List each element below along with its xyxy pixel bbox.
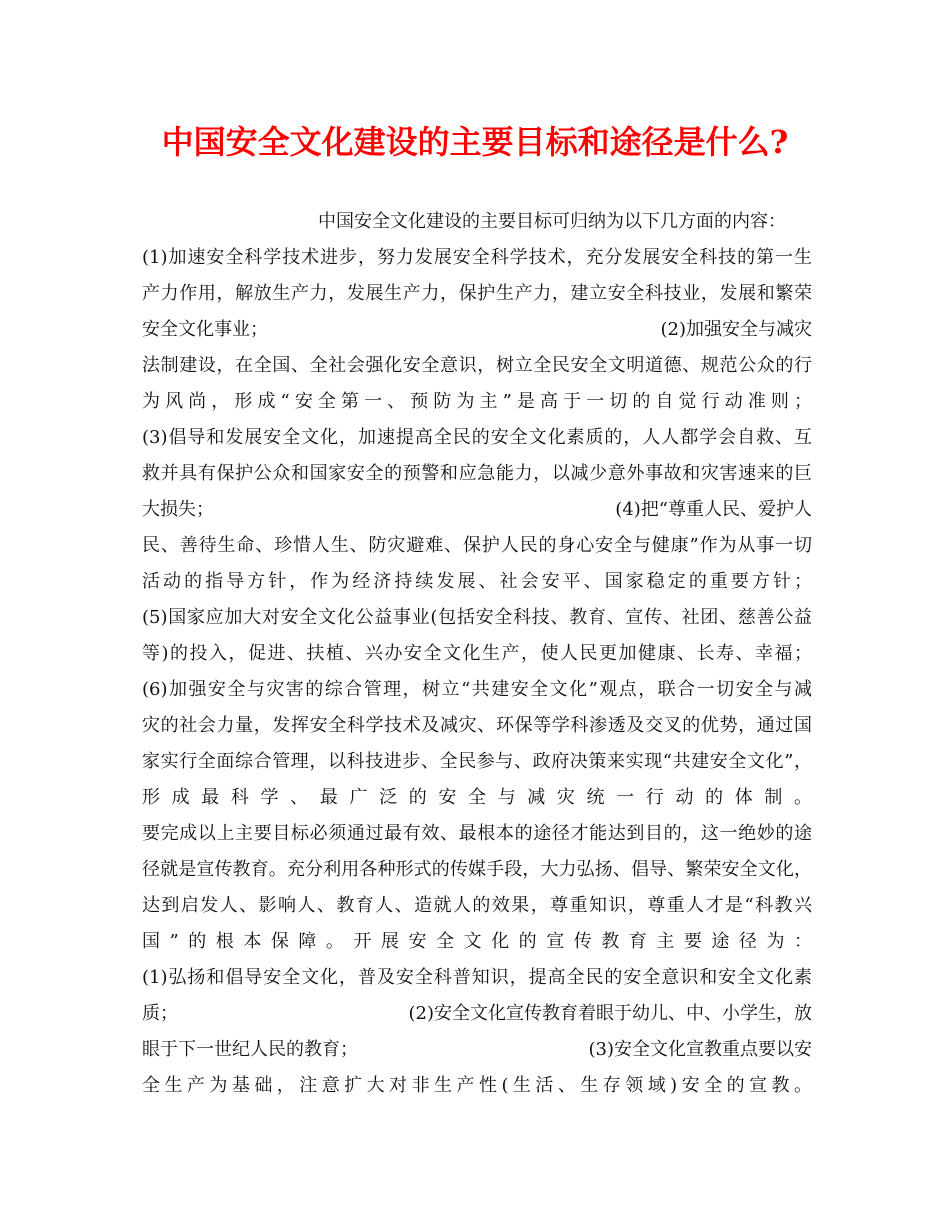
paragraph-line: (6)加强安全与灾害的综合管理，树立“共建安全文化”观点，联合一切安全与减 [142, 679, 812, 700]
paragraph-line: (1)弘扬和倡导安全文化，普及安全科普知识，提高全民的安全意识和安全文化素 [142, 967, 812, 988]
paragraph-line [142, 492, 812, 528]
paragraph-line: 达到启发人、影响人、教育人、造就人的效果，尊重知识，尊重人才是“科教兴 [142, 895, 812, 916]
line-segment: (4)把“尊重人民、爱护人 [615, 499, 812, 520]
paragraph-line: 产力作用，解放生产力，发展生产力，保护生产力，建立安全科技业，发展和繁荣 [142, 283, 812, 304]
page-title: 中国安全文化建设的主要目标和途径是什么? [161, 123, 789, 161]
line-segment: (3)安全文化宣教重点要以安 [588, 1039, 812, 1060]
paragraph-line: 活动的指导方针，作为经济持续发展、社会安平、国家稳定的重要方针； [142, 571, 812, 592]
paragraph-line: 法制建设，在全国、全社会强化安全意识，树立全民安全文明道德、规范公众的行 [142, 355, 812, 376]
line-segment: 质； [142, 1003, 178, 1024]
line-segment: 眼于下一世纪人民的教育； [142, 1039, 358, 1060]
paragraph-line: 民、善待生命、珍惜人生、防灾避难、保护人民的身心安全与健康”作为从事一切 [142, 535, 812, 556]
line-segment: (2)安全文化宣传教育着眼于幼儿、中、小学生，放 [408, 1003, 812, 1024]
paragraph-line: 等)的投入，促进、扶植、兴办安全文化生产，使人民更加健康、长寿、幸福； [142, 643, 812, 664]
paragraph-line [142, 1032, 812, 1068]
paragraph-line: 国”的根本保障。开展安全文化的宣传教育主要途径为： [142, 931, 812, 952]
document-body [142, 204, 812, 1104]
line-segment: 安全文化事业； [142, 319, 268, 340]
paragraph-line: 径就是宣传教育。充分利用各种形式的传媒手段，大力弘扬、倡导、繁荣安全文化， [142, 859, 812, 880]
paragraph-line: 中国安全文化建设的主要目标可归纳为以下几方面的内容： [318, 211, 786, 232]
line-segment: (2)加强安全与减灾 [660, 319, 812, 340]
line-segment: 大损失； [142, 499, 214, 520]
paragraph-line: 救并具有保护公众和国家安全的预警和应急能力，以减少意外事故和灾害速来的巨 [142, 463, 812, 484]
paragraph-line [142, 312, 812, 348]
paragraph-line: (5)国家应加大对安全文化公益事业(包括安全科技、教育、宣传、社团、慈善公益 [142, 607, 812, 628]
paragraph-line: 灾的社会力量，发挥安全科学技术及减灾、环保等学科渗透及交叉的优势，通过国 [142, 715, 812, 736]
paragraph-line: 家实行全面综合管理，以科技进步、全民参与、政府决策来实现“共建安全文化”， [142, 751, 812, 772]
paragraph-line [142, 996, 812, 1032]
paragraph-line: (1)加速安全科学技术进步，努力发展安全科学技术，充分发展安全科技的第一生 [142, 247, 812, 268]
paragraph-line: 形成最科学、最广泛的安全与减灾统一行动的体制。 [142, 787, 812, 808]
paragraph-line: 为风尚，形成“安全第一、预防为主”是高于一切的自觉行动准则； [142, 391, 812, 412]
paragraph-line: 要完成以上主要目标必须通过最有效、最根本的途径才能达到目的，这一绝妙的途 [142, 823, 812, 844]
paragraph-line: (3)倡导和发展安全文化，加速提高全民的安全文化素质的，人人都学会自救、互 [142, 427, 812, 448]
paragraph-line: 全生产为基础，注意扩大对非生产性(生活、生存领域)安全的宣教。 [142, 1075, 812, 1096]
